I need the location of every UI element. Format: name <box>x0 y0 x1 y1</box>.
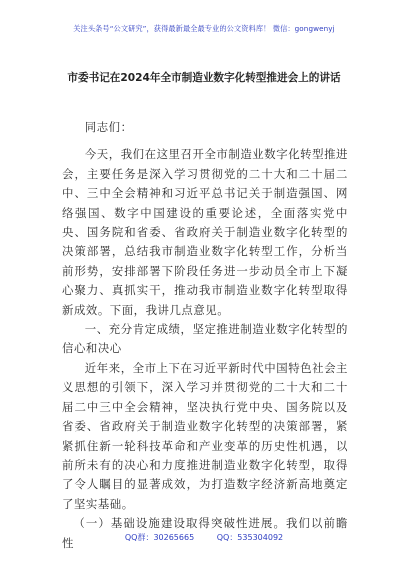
section-heading-1: 一、充分肯定成绩，坚定推进制造业数字化转型的信心和决心 <box>62 322 348 356</box>
footer-qq-group: QQ群：30265665 <box>124 533 195 542</box>
document-body <box>62 118 348 553</box>
footer-qq-contact: QQ：535304092 <box>216 533 284 542</box>
header-banner: 关注头条号“公文研究”，获得最新最全最专业的公文资料库！ 微信：gongwenyj <box>73 24 335 33</box>
paragraph-intro: 今天，我们在这里召开全市制造业数字化转型推进会，主要任务是深入学习贯彻党的二十大和二十届二中、三中全会精神和习近平总书记关于制造强国、网络强国、数字中国建设的重要论述，全面落实党中央、国务院和省委、省政府关于制造业数字化转型的决策部署，总结我市制造业数字化转型工作，分析当前形势，安排部署下阶段任务进一步动员全市上下凝心聚力、真抓实干，推动我市制造业数字化转型取得新成效。下面，我讲几点意见。 <box>62 147 348 317</box>
salutation: 同志们： <box>84 120 133 134</box>
sub-heading-1: （一）基础设施建设取得突破性进展。我们以前瞻性 <box>62 516 348 550</box>
footer-banner <box>0 532 408 543</box>
document-title: 市委书记在2024年全市制造业数字化转型推进会上的讲话 <box>67 72 341 84</box>
paragraph-achievements: 近年来，全市上下在习近平新时代中国特色社会主义思想的引领下，深入学习并贯彻党的二十大和二十届二中三中全会精神，坚决执行党中央、国务院以及省委、省政府关于制造业数字化转型的决策部署，紧紧抓住新一轮科技革命和产业变革的历史性机遇，以前所未有的决心和力度推进制造业数字化转型，取得了令人瞩目的显著成效，为打造数字经济新高地奠定了坚实基础。 <box>62 360 348 511</box>
